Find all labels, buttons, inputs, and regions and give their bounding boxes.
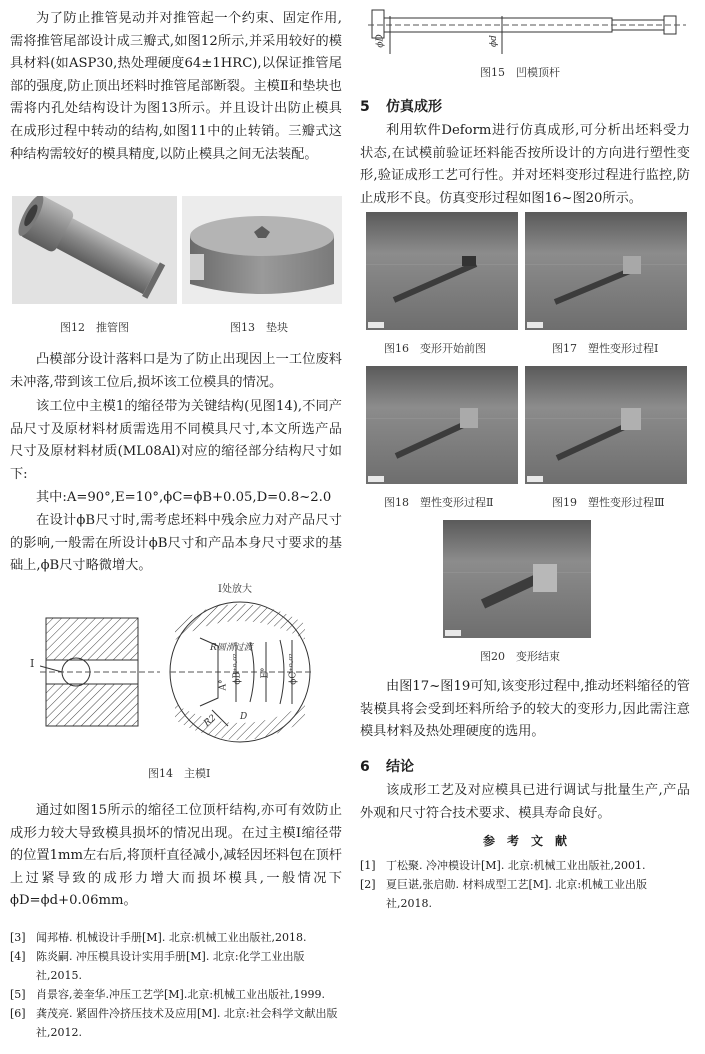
figure-caption: 图18 塑性变形过程Ⅱ <box>384 496 494 509</box>
figure-caption: 图19 塑性变形过程Ⅲ <box>552 496 665 509</box>
paragraph: 在设计ϕB尺寸时,需考虑坯料中残余应力对产品尺寸的影响,一般需在所设计ϕB尺寸和产品本身尺寸要求的基础上,ϕB尺寸略微增大。 <box>10 513 342 574</box>
figure-push-tube <box>12 196 177 304</box>
reference-list <box>360 856 690 913</box>
radius-label: R圆滑过渡 <box>210 643 253 653</box>
figure-caption: 图13 垫块 <box>230 321 288 334</box>
figure-caption: 图12 推管图 <box>60 321 129 334</box>
reference-item: [6] 龚茂亮. 紧固件冷挤压技术及应用[M]. 北京:社会科学文献出版社,2012. <box>10 1007 338 1039</box>
simulation-image <box>443 520 591 638</box>
dimension-d-label: D <box>240 712 248 722</box>
figure-caption: 图15 凹模顶杆 <box>480 66 560 79</box>
section-heading: 5 仿真成形 <box>360 99 442 115</box>
paragraph: 为了防止推管晃动并对推管起一个约束、固定作用,需将推管尾部设计成三瓣式,如图12所示,并采用较好的模具材料(如ASP30,热处理硬度64±1HRC),以保证推管尾部的强度,防止顶出坯料时推管尾部断裂。主模Ⅱ和垫块也需将内孔处结构设计为图13所示。并且设计出防止模具在成形过程中转动的结构,如图11中的止转销。三瓣式这种结构需较好的模具精度,以防止模具之间无法装配。 <box>10 11 342 162</box>
simulation-image <box>525 366 687 484</box>
reference-item: [3] 闻邦椿. 机械设计手册[M]. 北京:机械工业出版社,2018. <box>10 931 307 944</box>
figure-caption: 图14 主模Ⅰ <box>148 767 211 780</box>
radius-r2-label: R2 <box>202 713 219 729</box>
references-title: 参 考 文 献 <box>482 834 567 848</box>
reference-item: [1] 丁松聚. 冷冲模设计[M]. 北京:机械工业出版社,2001. <box>360 859 646 872</box>
figure-pad-block <box>182 196 342 304</box>
angle-e-label: E° <box>260 667 271 679</box>
diameter-big-label: ϕD <box>375 34 386 48</box>
reference-item: [2] 夏巨谌,张启勋. 材料成型工艺[M]. 北京:机械工业出版社,2018. <box>360 878 648 910</box>
figure-ejector-rod <box>368 6 690 56</box>
paragraph: 由图17~图19可知,该变形过程中,推动坯料缩径的管装模具将会受到坯料所给予的较大的变形力,因此需注意模具材料及热处理硬度的选用。 <box>360 679 690 740</box>
diameter-c-label: ϕC⁺⁰·⁰² <box>288 653 299 685</box>
diameter-b-label: ϕB⁺⁰·⁰² <box>232 653 243 685</box>
reference-item: [4] 陈炎嗣. 冲压模具设计实用手册[M]. 北京:化学工业出版社,2015. <box>10 950 305 982</box>
angle-a-label: A° <box>218 679 229 691</box>
figure-caption: 图20 变形结束 <box>480 650 560 663</box>
dimension-formula: 其中:A=90°,E=10°,ϕC=ϕB+0.05,D=0.8~2.0 <box>36 490 332 505</box>
callout-label: I <box>30 657 35 670</box>
zoom-label: I处放大 <box>218 584 252 595</box>
paragraph: 利用软件Deform进行仿真成形,可分析出坯料受力状态,在试模前验证坯料能否按所设计的方向进行塑性变形,验证成形工艺可行性。并对坯料变形过程进行监控,防止成形不良。仿真变形过程如图16~图20所示。 <box>360 123 690 206</box>
simulation-image <box>366 212 518 330</box>
reference-item: [5] 肖景容,姜奎华.冲压工艺学[M].北京:机械工业出版社,1999. <box>10 988 326 1001</box>
simulation-image <box>366 366 518 484</box>
figure-caption: 图17 塑性变形过程Ⅰ <box>552 342 659 355</box>
reference-list <box>10 928 342 1042</box>
simulation-image <box>525 212 687 330</box>
paragraph: 通过如图15所示的缩径工位顶杆结构,亦可有效防止成形力较大导致模具损坏的情况出现。在过主模Ⅰ缩径带的位置1mm左右后,将顶杆直径减小,减轻因坯料包在顶杆上过紧导致的成形力增大而损坏模具,一般情况下ϕD=ϕd+0.06mm。 <box>10 803 342 909</box>
paragraph: 该工位中主模1的缩径带为关键结构(见图14),不同产品尺寸及原材料材质需选用不同模具尺寸,本文所选产品尺寸及原材料材质(ML08Al)对应的缩径部分结构尺寸如下: <box>10 399 342 482</box>
figure-caption: 图16 变形开始前图 <box>384 342 486 355</box>
section-heading: 6 结论 <box>360 759 414 775</box>
paragraph: 凸模部分设计落料口是为了防止出现因上一工位废料未冲落,带到该工位后,损坏该工位模具的情况。 <box>10 352 342 390</box>
diameter-small-label: ϕd <box>488 35 499 47</box>
paragraph: 该成形工艺及对应模具已进行调试与批量生产,产品外观和尺寸符合技术要求、模具寿命良好。 <box>360 783 690 821</box>
figure-main-die <box>30 580 340 755</box>
